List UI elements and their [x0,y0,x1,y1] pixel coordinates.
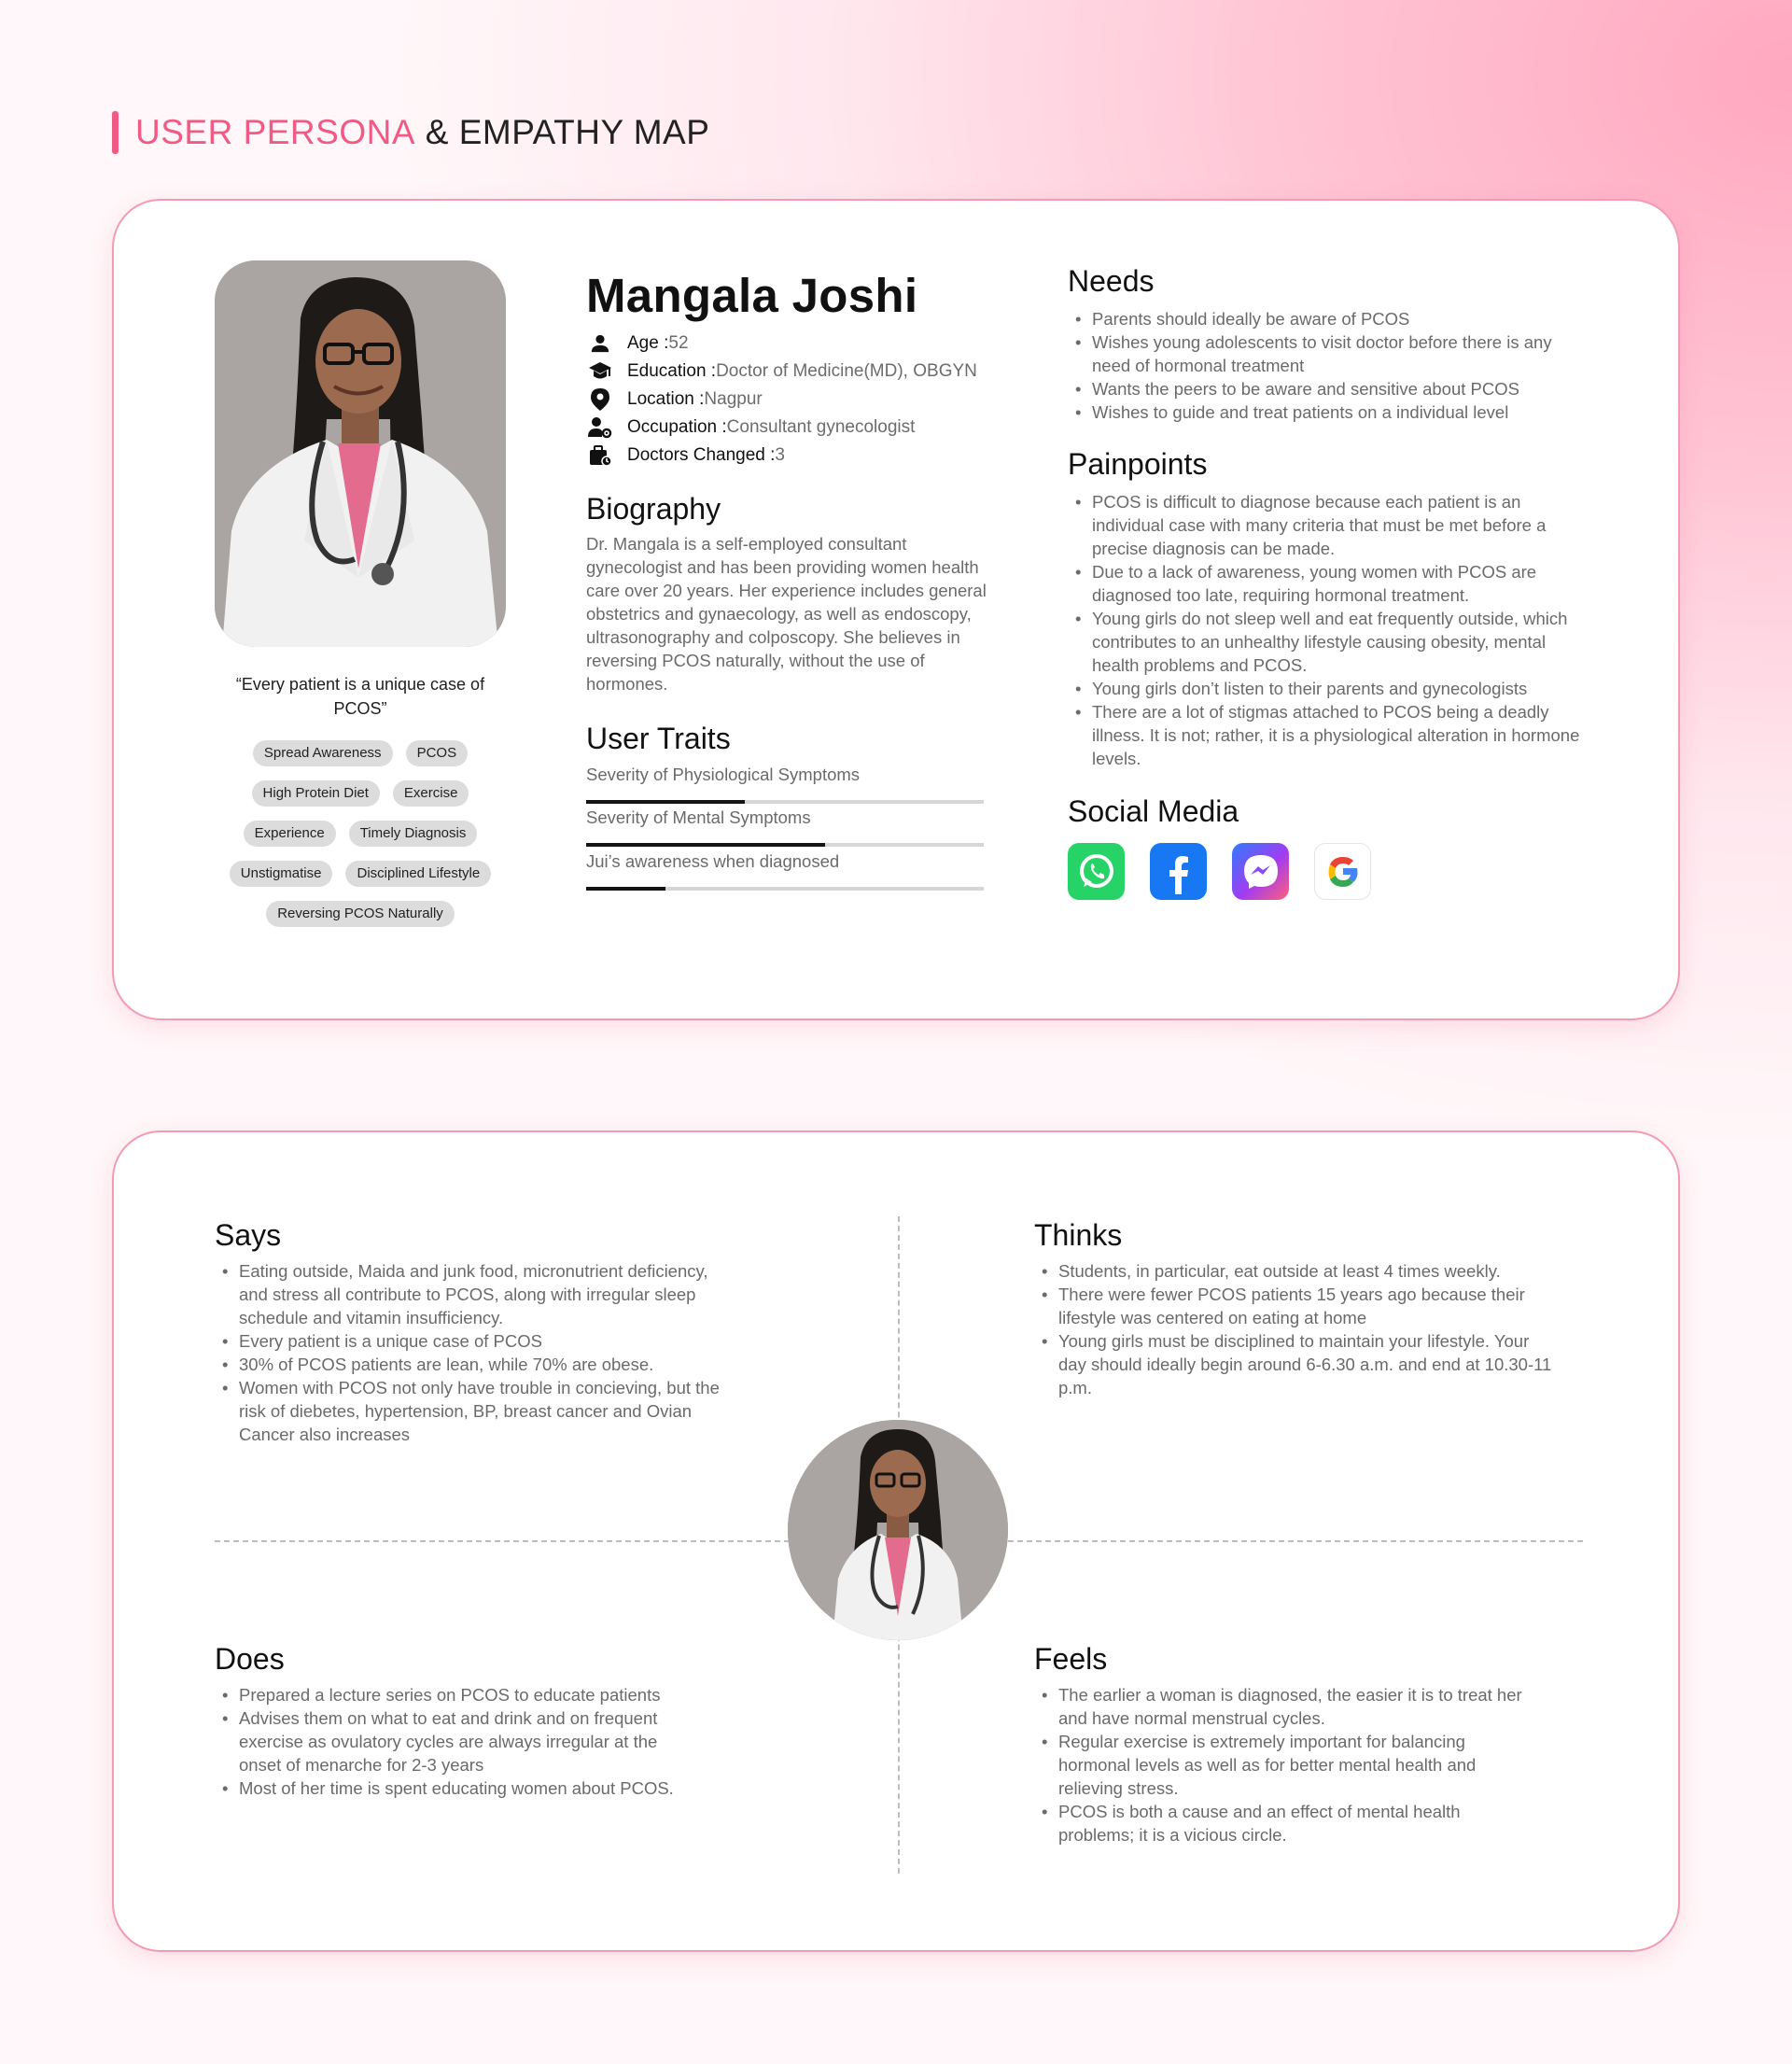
doctor-portrait-image [788,1420,1008,1640]
person-icon [586,330,614,358]
does-list [215,1683,700,1800]
list-item: • Young girls don’t listen to their parents and gynecologists [1068,677,1590,700]
list-item: • Wishes to guide and treat patients on a individual level [1068,400,1590,424]
biography-title: Biography [586,492,721,526]
persona-quote: “Every patient is a unique case of PCOS” [235,675,485,718]
tag: Disciplined Lifestyle [345,861,491,887]
list-item: • The earlier a woman is diagnosed, the easier it is to treat her and have normal menstrual cycles. [1034,1683,1538,1730]
facebook-icon[interactable] [1150,843,1207,900]
list-item: • Advises them on what to eat and drink and on frequent exercise as ovulatory cycles are always irregular at the onset of menarche for 2-3 years [215,1706,700,1776]
empathy-center-photo [788,1420,1008,1640]
trait-bar [586,843,984,847]
google-icon[interactable] [1314,843,1371,900]
trait-label: Jui’s awareness when diagnosed [586,851,840,871]
painpoints-title: Painpoints [1068,447,1208,481]
list-item: • Women with PCOS not only have trouble in concieving, but the risk of diebetes, hypertension, BP, breast cancer and Ovian Cancer also increases [215,1376,737,1446]
tag: Timely Diagnosis [349,821,478,847]
list-item: • Parents should ideally be aware of PCOS [1068,307,1590,330]
list-item: • There are a lot of stigmas attached to PCOS being a deadly illness. It is not; rather, it is a physiological alteration in hormone levels. [1068,700,1590,770]
tag: Unstigmatise [230,861,333,887]
info-doctors-changed: Doctors Changed : 3 [586,442,785,470]
list-item: • Young girls must be disciplined to maintain your lifestyle. Your day should ideally begin around 6-6.30 a.m. and end at 10.30-11 p.m. [1034,1329,1557,1399]
user-traits-title: User Traits [586,722,731,755]
thinks-list [1034,1259,1557,1399]
tag: High Protein Diet [252,780,380,807]
tag: Experience [244,821,336,847]
biography-text: Dr. Mangala is a self-employed consultant gynecologist and has been providing women health care over 20 years. Her experience includes general obstetrics and gynaecology, as well as endoscopy, ultrasonography and colposcopy. She believes in reversing PCOS naturally, without the use of hormones. [586,534,987,694]
tag: Reversing PCOS Naturally [266,901,455,927]
info-education: Education : Doctor of Medicine(MD), OBGYN [586,358,977,386]
trait-bar-fill [586,887,665,891]
graduation-cap-icon [586,358,614,386]
tag: PCOS [406,740,469,766]
info-age: Age : 52 [586,330,689,358]
list-item: • PCOS is difficult to diagnose because each patient is an individual case with many criteria that must be met before a precise diagnosis can be made. [1068,490,1590,560]
persona-photo [215,260,506,647]
whatsapp-icon[interactable] [1068,843,1125,900]
list-item: • Prepared a lecture series on PCOS to educate patients [215,1683,700,1706]
feels-title: Feels [1034,1642,1108,1676]
list-item: • Every patient is a unique case of PCOS [215,1329,737,1353]
location-pin-icon [586,386,614,414]
info-occupation: Occupation : Consultant gynecologist [586,414,915,442]
list-item: • Students, in particular, eat outside at least 4 times weekly. [1034,1259,1557,1283]
persona-name: Mangala Joshi [586,269,918,322]
list-item: • Most of her time is spent educating women about PCOS. [215,1776,700,1800]
empathy-map-card [112,1130,1680,1952]
info-location: Location : Nagpur [586,386,763,414]
trait-label: Severity of Mental Symptoms [586,807,811,827]
person-settings-icon [586,414,614,442]
medical-bag-icon [586,442,614,470]
persona-card [112,199,1680,1020]
list-item: • Regular exercise is extremely important for balancing hormonal levels as well as for better mental health and relieving stress. [1034,1730,1538,1800]
title-highlight: USER PERSONA [135,113,416,151]
list-item: • Due to a lack of awareness, young women with PCOS are diagnosed too late, requiring hormonal treatment. [1068,560,1590,607]
says-title: Says [215,1218,282,1252]
list-item: • Wishes young adolescents to visit doctor before there is any need of hormonal treatment [1068,330,1590,377]
painpoints-list [1068,490,1590,770]
messenger-icon[interactable] [1232,843,1289,900]
list-item: • Young girls do not sleep well and eat frequently outside, which contributes to an unhealthy lifestyle causing obesity, mental health problems and PCOS. [1068,607,1590,677]
trait-physiological [586,765,984,804]
trait-mental [586,807,984,847]
thinks-title: Thinks [1034,1218,1123,1252]
needs-title: Needs [1068,264,1155,298]
title-accent-bar [112,111,119,154]
page-title [112,110,709,155]
social-icons [1068,843,1371,900]
title-rest: & EMPATHY MAP [415,113,710,151]
needs-list [1068,307,1590,424]
social-media-title: Social Media [1068,794,1239,828]
list-item: • Wants the peers to be aware and sensitive about PCOS [1068,377,1590,400]
trait-label: Severity of Physiological Symptoms [586,765,861,784]
trait-bar [586,800,984,804]
list-item: • PCOS is both a cause and an effect of mental health problems; it is a vicious circle. [1034,1800,1538,1846]
doctor-portrait-image [215,260,506,647]
feels-list [1034,1683,1538,1846]
list-item: • There were fewer PCOS patients 15 years ago because their lifestyle was centered on eating at home [1034,1283,1557,1329]
list-item: • 30% of PCOS patients are lean, while 70% are obese. [215,1353,737,1376]
trait-bar-fill [586,843,825,847]
trait-bar-fill [586,800,745,804]
persona-tags [207,740,513,927]
trait-bar [586,887,984,891]
tag: Spread Awareness [253,740,393,766]
list-item: • Eating outside, Maida and junk food, micronutrient deficiency, and stress all contribute to PCOS, along with irregular sleep schedule and vitamin insufficiency. [215,1259,737,1329]
trait-awareness [586,851,984,891]
tag: Exercise [393,780,469,807]
says-list [215,1259,737,1446]
does-title: Does [215,1642,285,1676]
